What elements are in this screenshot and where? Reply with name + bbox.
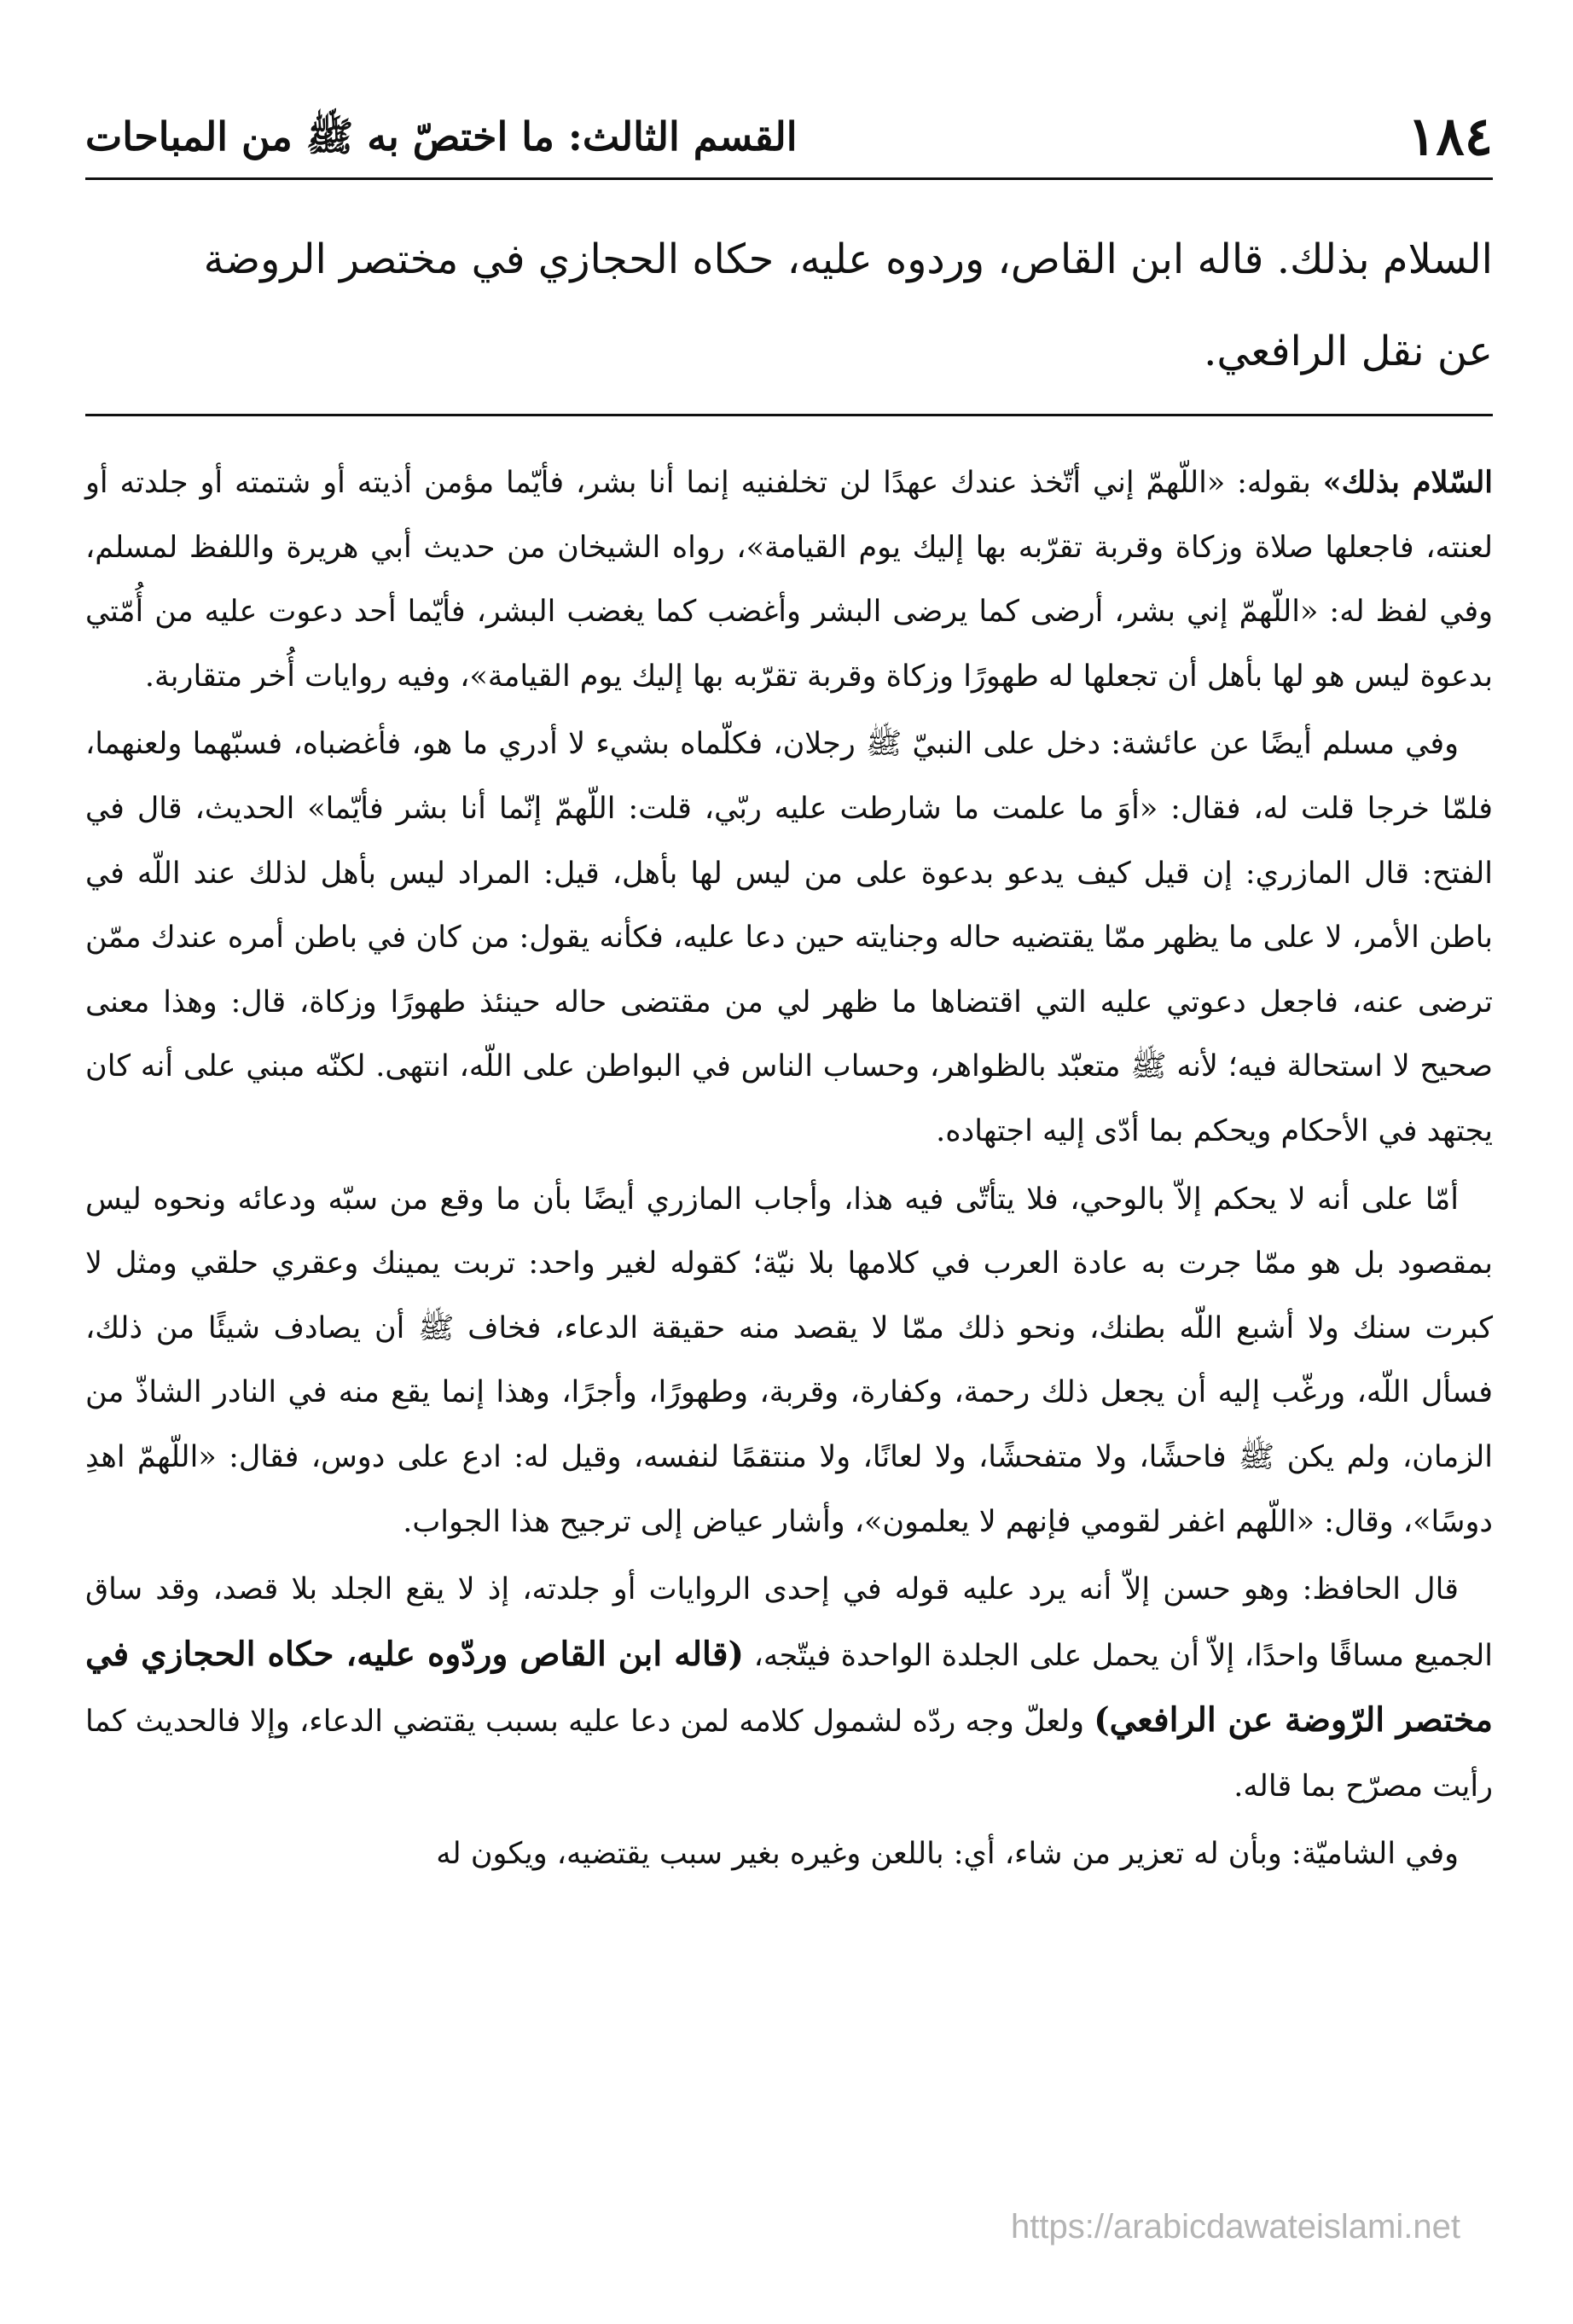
page-number: ١٨٤ — [1408, 105, 1493, 167]
commentary-paragraph — [85, 1558, 1493, 1819]
running-title: القسم الثالث: ما اختصّ به ﷺ من المباحات — [85, 113, 798, 160]
footnote-separator — [85, 414, 1493, 416]
header-rule — [85, 177, 1493, 180]
commentary-paragraph — [85, 450, 1493, 709]
main-text-line: السلام بذلك. قاله ابن القاص، وردوه عليه، حكاه الحجازي في مختصر الروضة — [203, 235, 1493, 283]
commentary-paragraph: وفي الشاميّة: وبأن له تعزير من شاء، أي: باللعن وغيره بغير سبب يقتضيه، ويكون له — [436, 1837, 1459, 1872]
lemma: السّلام بذلك» — [1322, 465, 1493, 500]
commentary-section — [85, 450, 1493, 1887]
page-header — [85, 102, 1493, 171]
lemma: (قاله ابن القاص وردّوه عليه، حكاه الحجازي في مختصر الرّوضة عن الرافعي) — [85, 1634, 1493, 1740]
main-text — [85, 213, 1493, 398]
paragraph-text: قال الحافظ: وهو حسن إلاّ أنه يرد عليه قوله في إحدى الروايات أو جلدته، إذ لا يقع الجلد بلا قصد، وقد ساق الجميع مساقًا واحدًا، إلاّ أن يحمل على الجلدة الواحدة فيتّجه، — [85, 1572, 1493, 1673]
main-text-line: عن نقل الرافعي. — [1204, 328, 1493, 375]
commentary-paragraph: وفي مسلم أيضًا عن عائشة: دخل على النبيّ ﷺ رجلان، فكلّماه بشيء لا أدري ما هو، فأغضباه، فسبّهما ولعنهما، فلمّا خرجا قلت له، فقال: «أوَ ما علمت ما شارطت عليه ربّي، قلت: اللّهمّ إنّما أنا بشر فأيّما» الحديث، قال في الفتح: قال المازري: إن قيل كيف يدعو بدعوة على من ليس لها بأهل، قيل: المراد ليس بأهل لذلك عند اللّه في باطن الأمر، لا على ما يظهر ممّا يقتضيه حاله وجنايته حين دعا عليه، فكأنه يقول: من كان في باطن أمره عندك ممّن ترضى عنه، فاجعل دعوتي عليه التي اقتضاها ما ظهر لي من مقتضى حاله حينئذ طهورًا وزكاة، قال: وهذا معنى صحيح لا استحالة فيه؛ لأنه ﷺ متعبّد بالظواهر، وحساب الناس في البواطن على اللّه، انتهى. لكنّه مبني على أنه كان يجتهد في الأحكام ويحكم بما أدّى إليه اجتهاده. — [85, 727, 1493, 1148]
paragraph-text: ولعلّ وجه ردّه لشمول كلامه لمن دعا عليه بسبب يقتضي الدعاء، وإلا فالحديث كما رأيت مصرّح بما قاله. — [85, 1705, 1493, 1804]
commentary-paragraph: أمّا على أنه لا يحكم إلاّ بالوحي، فلا يتأتّى فيه هذا، وأجاب المازري أيضًا بأن ما وقع من سبّه ودعائه ونحوه ليس بمقصود بل هو ممّا جرت به عادة العرب في كلامها بلا نيّة؛ كقوله لغير واحد: تربت يمينك وعقري حلقي ومثل لا كبرت سنك ولا أشبع اللّه بطنك، ونحو ذلك ممّا لا يقصد منه حقيقة الدعاء، فخاف ﷺ أن يصادف شيئًا من ذلك، فسأل اللّه، ورغّب إليه أن يجعل ذلك رحمة، وكفارة، وقربة، وطهورًا، وأجرًا، وهذا إنما يقع منه في النادر الشاذّ من الزمان، ولم يكن ﷺ فاحشًا، ولا متفحشًا، ولا لعانًا، ولا منتقمًا لنفسه، وقيل له: ادع على دوس، فقال: «اللّهمّ اهدِ دوسًا»، وقال: «اللّهم اغفر لقومي فإنهم لا يعلمون»، وأشار عياض إلى ترجيح هذا الجواب. — [85, 1182, 1493, 1539]
paragraph-text: بقوله: «اللّهمّ إني أتّخذ عندك عهدًا لن تخلفنيه إنما أنا بشر، فأيّما مؤمن أذيته أو شتمته أو جلدته أو لعنته، فاجعلها صلاة وزكاة وقربة تقرّبه بها إليك يوم القيامة»، رواه الشيخان من حديث أبي هريرة واللفظ لمسلم، وفي لفظ له: «اللّهمّ إني بشر، أرضى كما يرضى البشر وأغضب كما يغضب البشر، فأيّما أحد دعوت عليه من أُمّتي بدعوة ليس هو لها بأهل أن تجعلها له طهورًا وزكاة وقربة تقرّبه بها إليك يوم القيامة»، وفيه روايات أُخر متقاربة. — [85, 466, 1493, 694]
watermark-url: https://arabicdawateislami.net — [1011, 2208, 1460, 2246]
